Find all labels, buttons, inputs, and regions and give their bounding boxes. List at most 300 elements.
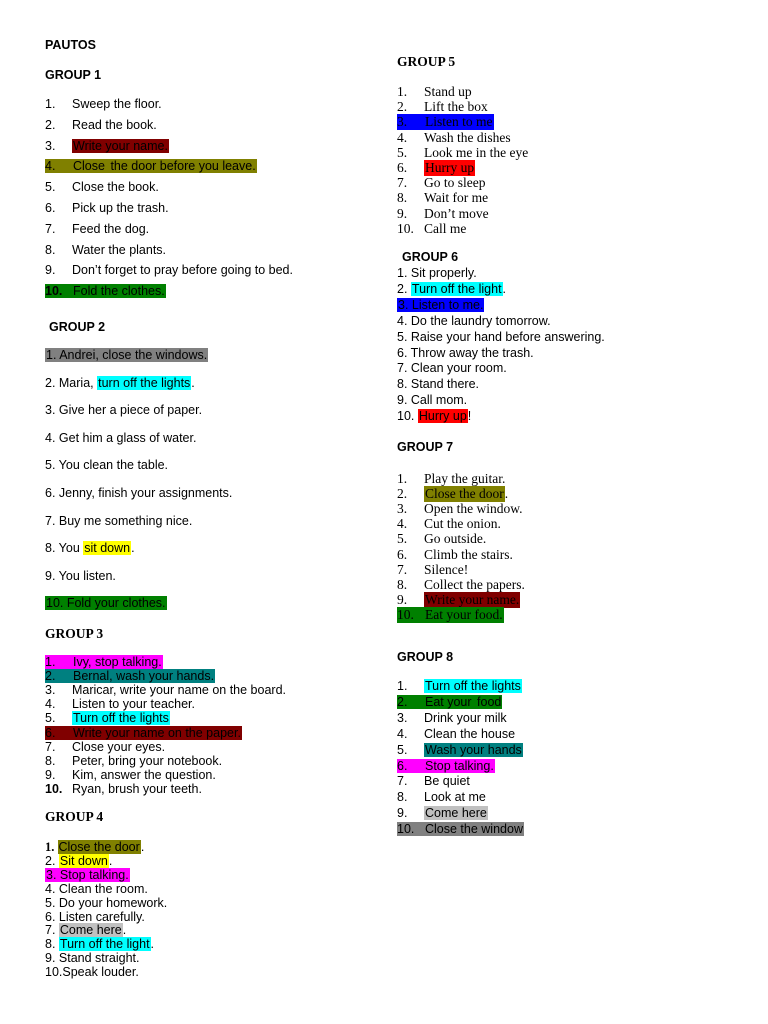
item-text	[72, 768, 216, 782]
list-item	[397, 547, 737, 562]
list-item	[397, 577, 737, 592]
item-text-part: Look me in the eye	[424, 144, 529, 160]
list-item	[397, 206, 737, 221]
list-item	[45, 910, 385, 925]
item-text-part: Open the window.	[424, 501, 523, 517]
item-text-part: Be quiet	[424, 774, 470, 789]
item-text	[397, 361, 507, 375]
item-text	[45, 348, 208, 362]
item-text	[72, 159, 257, 173]
list-item	[397, 486, 737, 501]
item-text-part: Clean the house	[424, 726, 516, 741]
list-item	[45, 711, 385, 726]
list-item	[397, 330, 737, 345]
list-item	[45, 683, 385, 698]
item-text-part: 9. You listen.	[45, 568, 116, 583]
item-text	[397, 330, 605, 344]
item-number: 9.	[397, 205, 408, 221]
item-number: 4.	[397, 726, 408, 741]
item-number: 2.	[397, 99, 408, 115]
item-text-part: Feed the dog.	[72, 221, 150, 236]
list-item	[45, 139, 385, 154]
list-item	[45, 868, 385, 883]
list-item	[45, 458, 385, 473]
list-item	[45, 854, 385, 869]
item-text	[45, 458, 168, 472]
list-item	[397, 175, 737, 190]
list-item	[397, 516, 737, 531]
item-text	[397, 409, 471, 423]
list-item	[397, 711, 737, 726]
item-text-part: Peter, bring your notebook.	[72, 753, 223, 768]
item-text	[424, 145, 528, 161]
item-text	[424, 175, 486, 191]
list-item	[397, 190, 737, 205]
item-text-part: 6. Listen carefully.	[45, 909, 145, 924]
item-text	[424, 790, 486, 804]
list-item	[397, 145, 737, 160]
list-item	[397, 471, 737, 486]
list-item	[45, 951, 385, 966]
item-number: 10.	[397, 822, 424, 836]
item-text	[45, 431, 196, 445]
item-text	[72, 754, 222, 768]
item-text	[424, 471, 505, 487]
group-title: GROUP 5	[397, 54, 456, 69]
item-text-part: Pick up the trash.	[72, 201, 169, 215]
item-text-part: 9. Stand straight.	[45, 951, 140, 966]
item-text	[424, 759, 495, 773]
item-text-part: Wash the dishes	[424, 129, 511, 145]
item-text	[72, 263, 293, 277]
item-text	[424, 206, 489, 222]
item-number: 9.	[45, 263, 56, 278]
item-text-part: .	[150, 937, 155, 952]
item-text-part: Sweep the floor.	[72, 97, 162, 111]
list-item	[397, 393, 737, 408]
item-number: 8.	[45, 753, 56, 768]
item-number: 10.	[45, 781, 63, 796]
item-text-part: 5. Do your homework.	[45, 895, 168, 910]
list-item	[45, 697, 385, 712]
item-text-part: 2.	[45, 853, 59, 868]
item-text	[424, 84, 472, 100]
group-title: GROUP 1	[45, 68, 102, 82]
item-text	[45, 541, 135, 555]
list-item	[397, 822, 737, 837]
item-text	[72, 683, 286, 697]
highlighted-text: Come here	[59, 923, 122, 938]
item-text	[45, 486, 232, 500]
list-item	[45, 596, 385, 611]
item-text	[45, 923, 126, 937]
item-text	[72, 201, 169, 215]
item-text	[72, 711, 170, 725]
highlighted-text: 10. Fold your clothes.	[46, 596, 166, 611]
item-text-part: Close the book.	[72, 180, 159, 195]
item-text-part: Cut the onion.	[424, 516, 501, 532]
list-item	[397, 501, 737, 516]
highlighted-text: Eat your food.	[425, 606, 503, 622]
highlighted-text: Eat your	[425, 694, 472, 709]
item-text	[72, 697, 195, 711]
item-text	[424, 822, 524, 836]
list-item	[397, 361, 737, 376]
item-number: 1.	[45, 97, 56, 111]
item-number: 8.	[397, 790, 408, 805]
group-title: GROUP 2	[49, 320, 106, 334]
item-text	[424, 562, 468, 578]
item-text-part: 4. Do the laundry tomorrow.	[397, 313, 551, 328]
item-text	[72, 97, 162, 111]
item-number: 5.	[45, 180, 56, 195]
group-title: GROUP 3	[45, 626, 104, 641]
item-text-part: .	[502, 281, 507, 296]
highlighted-text: Fold the clothes.	[73, 284, 165, 299]
item-text-part: .	[140, 840, 145, 854]
item-number: 6.	[397, 759, 424, 773]
highlighted-text: Hurry up	[418, 409, 467, 424]
item-number: 7.	[397, 561, 408, 577]
list-item	[45, 431, 385, 446]
item-number: 3.	[45, 683, 56, 698]
list-item	[397, 774, 737, 789]
list-item	[45, 514, 385, 529]
group-title: GROUP 8	[397, 650, 454, 664]
highlighted-text: Close the window	[425, 822, 523, 837]
list-item	[397, 679, 737, 694]
highlighted-text: Listen to me	[425, 114, 493, 130]
item-number: 5.	[397, 742, 408, 757]
item-text	[45, 514, 192, 528]
item-text-part: Wait for me	[424, 190, 489, 206]
item-text-part: Don’t move	[424, 205, 489, 221]
list-item	[397, 607, 737, 622]
list-item	[45, 348, 385, 363]
item-text-part: Don’t forget to pray before going to bed.	[72, 263, 293, 278]
item-text-part: Call me	[424, 220, 467, 236]
item-number: 4.	[397, 129, 408, 145]
highlighted-text: Stop talking.	[425, 758, 494, 773]
item-text	[424, 531, 486, 547]
item-text	[424, 806, 488, 820]
item-number: 6.	[45, 726, 72, 740]
highlighted-text: 3. Stop talking.	[46, 867, 129, 882]
group-title: GROUP 6	[402, 250, 459, 264]
item-number: 2.	[397, 695, 424, 709]
item-text-part: Kim, answer the question.	[72, 767, 216, 782]
list-item	[397, 314, 737, 329]
list-item	[397, 695, 737, 710]
item-text-part: Lift the box	[424, 99, 488, 115]
item-text-part: !	[467, 409, 472, 424]
list-item	[45, 882, 385, 897]
list-item	[397, 99, 737, 114]
item-number: 4.	[45, 159, 72, 173]
item-number: 5.	[397, 531, 408, 547]
item-text	[397, 393, 467, 407]
list-item	[45, 768, 385, 783]
item-text	[72, 284, 166, 298]
list-item	[45, 201, 385, 216]
highlighted-text: Turn off the light	[411, 281, 502, 296]
list-item	[45, 541, 385, 556]
item-text	[424, 114, 494, 130]
highlighted-text: 1. Andrei, close the windows.	[46, 348, 208, 362]
list-item	[397, 84, 737, 99]
item-number: 5.	[45, 711, 56, 726]
item-number: 10.	[397, 607, 424, 623]
highlighted-text: turn off the lights	[98, 375, 191, 390]
highlighted-text: Come here	[425, 806, 487, 821]
item-text	[424, 130, 511, 146]
item-text-part: 4. Get him a glass of water.	[45, 430, 197, 445]
item-text	[45, 596, 167, 610]
group-title: GROUP 4	[45, 809, 104, 824]
list-item	[45, 896, 385, 911]
list-item	[397, 266, 737, 281]
list-item	[397, 221, 737, 236]
item-text	[45, 868, 130, 882]
list-item	[45, 486, 385, 501]
list-item	[45, 726, 385, 741]
item-text	[424, 577, 525, 593]
item-text-part: Maricar, write your name on the board.	[72, 683, 286, 698]
item-text	[45, 896, 167, 910]
list-item	[397, 743, 737, 758]
item-number: 7.	[45, 739, 56, 754]
list-item	[45, 284, 385, 299]
highlighted-text: the door before you leave.	[106, 159, 256, 174]
item-text	[424, 727, 515, 741]
list-item	[45, 243, 385, 258]
item-text-part: Go to sleep	[424, 175, 486, 191]
item-text-part: Play the guitar.	[424, 471, 506, 486]
item-text-part: .	[504, 486, 509, 502]
list-item	[45, 403, 385, 418]
list-item	[397, 806, 737, 821]
list-item	[397, 531, 737, 546]
item-text-part: 2. Maria,	[45, 375, 98, 390]
item-text-part: 7. Clean your room.	[397, 361, 507, 376]
highlighted-text: Turn off the lights	[73, 711, 169, 726]
list-item	[397, 759, 737, 774]
item-text-part: Silence!	[424, 561, 469, 577]
highlighted-text: 3. Listen to me.	[398, 297, 484, 312]
list-item	[45, 923, 385, 938]
item-text	[424, 501, 522, 517]
item-text	[424, 607, 504, 623]
item-number: 2.	[45, 669, 72, 683]
item-text-part: 2.	[397, 281, 411, 296]
list-item	[45, 159, 385, 174]
list-item	[45, 180, 385, 195]
list-item	[45, 118, 385, 133]
item-text-part: Close your eyes.	[72, 739, 166, 754]
highlighted-text: Close the door	[425, 486, 504, 502]
item-text	[397, 346, 534, 360]
item-text	[72, 243, 166, 257]
list-item	[45, 97, 385, 112]
item-text-part: 1.	[45, 840, 58, 854]
item-text	[72, 669, 215, 683]
item-text	[397, 266, 477, 280]
highlighted-text: Close the door	[58, 840, 140, 854]
item-number: 9.	[45, 767, 56, 782]
item-number: 10.	[397, 220, 414, 236]
item-text-part: Go outside.	[424, 531, 487, 547]
item-text	[424, 743, 523, 757]
item-text	[72, 740, 165, 754]
item-text-part: 5. You clean the table.	[45, 458, 169, 473]
item-text-part: 6. Throw away the trash.	[397, 345, 534, 360]
highlighted-text: Hurry up	[425, 160, 475, 175]
item-text	[45, 882, 148, 896]
item-text-part: Climb the stairs.	[424, 546, 513, 562]
item-text	[424, 679, 522, 693]
item-text	[45, 910, 145, 924]
list-item	[397, 282, 737, 297]
item-text	[424, 221, 466, 237]
item-text	[72, 222, 149, 236]
list-item	[45, 754, 385, 769]
item-text	[397, 282, 506, 296]
item-number: 1.	[45, 655, 72, 669]
list-item	[45, 740, 385, 755]
item-text	[72, 726, 242, 740]
list-item	[45, 655, 385, 670]
item-number: 1.	[397, 471, 408, 486]
item-text	[72, 655, 163, 669]
list-item	[45, 669, 385, 684]
item-text	[424, 774, 470, 788]
item-number: 8.	[397, 576, 408, 592]
item-number: 1.	[397, 679, 408, 693]
item-text-part: Collect the papers.	[424, 576, 525, 592]
highlighted-text: Close	[73, 159, 105, 174]
item-number: 5.	[397, 144, 408, 160]
item-number: 7.	[397, 774, 408, 789]
item-text	[45, 403, 202, 417]
item-text-part: .	[131, 541, 135, 556]
item-text-part: 9. Call mom.	[397, 393, 468, 408]
item-text	[45, 854, 112, 868]
item-text-part: Water the plants.	[72, 242, 167, 257]
list-item	[45, 840, 385, 855]
item-text-part: 8. Stand there.	[397, 377, 480, 392]
list-item	[45, 376, 385, 391]
item-number: 7.	[45, 221, 56, 236]
item-text	[45, 937, 154, 951]
item-number: 4.	[397, 516, 408, 532]
item-text	[72, 139, 169, 153]
item-text-part: .	[191, 375, 195, 390]
item-text	[424, 516, 501, 532]
item-text-part: 7. Buy me something nice.	[45, 513, 193, 528]
item-text	[424, 711, 507, 725]
item-text	[424, 190, 488, 206]
item-text-part: Look at me	[424, 790, 486, 805]
list-item	[397, 114, 737, 129]
item-text-part: 3. Give her a piece of paper.	[45, 403, 203, 418]
list-item	[45, 937, 385, 952]
list-item	[45, 569, 385, 584]
item-text-part: 8.	[45, 937, 59, 952]
item-text	[397, 298, 484, 312]
item-text-part: .	[108, 853, 113, 868]
item-text-part: 8. You	[45, 541, 84, 556]
highlighted-text: sit down	[84, 541, 131, 556]
highlighted-text: Bernal, wash your hands.	[73, 669, 215, 684]
highlighted-text: food	[473, 694, 502, 709]
item-text-part: Ryan, brush your teeth.	[72, 781, 202, 796]
page-title: PAUTOS	[45, 38, 96, 52]
item-text	[45, 840, 144, 855]
item-text	[424, 160, 475, 176]
item-number: 3.	[397, 114, 424, 130]
list-item	[397, 346, 737, 361]
highlighted-text: Ivy, stop talking.	[73, 655, 162, 669]
item-text-part: Drink your milk	[424, 710, 507, 725]
list-item	[45, 263, 385, 278]
list-item	[397, 409, 737, 424]
item-text	[424, 547, 513, 563]
item-text	[72, 782, 202, 796]
item-text	[397, 377, 479, 391]
item-text	[424, 99, 488, 115]
item-number: 3.	[45, 138, 56, 153]
list-item	[397, 592, 737, 607]
item-number: 10.	[45, 284, 72, 298]
item-text-part: Stand up	[424, 84, 472, 99]
item-text	[424, 592, 520, 608]
item-number: 3.	[397, 501, 408, 517]
item-number: 8.	[397, 190, 408, 206]
item-text-part: 1. Sit properly.	[397, 266, 477, 280]
item-number: 9.	[397, 806, 408, 821]
highlighted-text: Wash your hands	[425, 742, 522, 757]
list-item	[397, 727, 737, 742]
item-text	[397, 314, 551, 328]
item-text	[45, 965, 139, 979]
highlighted-text: Write your name.	[425, 591, 520, 607]
list-item	[397, 377, 737, 392]
item-text	[424, 486, 508, 502]
item-number: 1.	[397, 84, 408, 99]
item-number: 2.	[45, 117, 56, 132]
highlighted-text: Write your name on the paper.	[73, 725, 241, 740]
group-title: GROUP 7	[397, 440, 454, 454]
item-text-part: 10.	[397, 409, 418, 424]
list-item	[45, 965, 385, 980]
item-text-part: Listen to your teacher.	[72, 697, 195, 712]
highlighted-text: Write your name.	[73, 138, 168, 153]
item-text-part: .	[122, 923, 127, 938]
item-number: 4.	[45, 697, 56, 712]
list-item	[397, 298, 737, 313]
item-number: 9.	[397, 591, 408, 607]
item-text-part: Read the book.	[72, 117, 157, 132]
highlighted-text: Sit down	[59, 853, 108, 868]
item-text-part: 5. Raise your hand before answering.	[397, 329, 605, 344]
list-item	[397, 562, 737, 577]
list-item	[45, 782, 385, 797]
list-item	[397, 130, 737, 145]
item-text	[72, 180, 159, 194]
list-item	[397, 160, 737, 175]
list-item	[397, 790, 737, 805]
item-number: 7.	[397, 175, 408, 191]
